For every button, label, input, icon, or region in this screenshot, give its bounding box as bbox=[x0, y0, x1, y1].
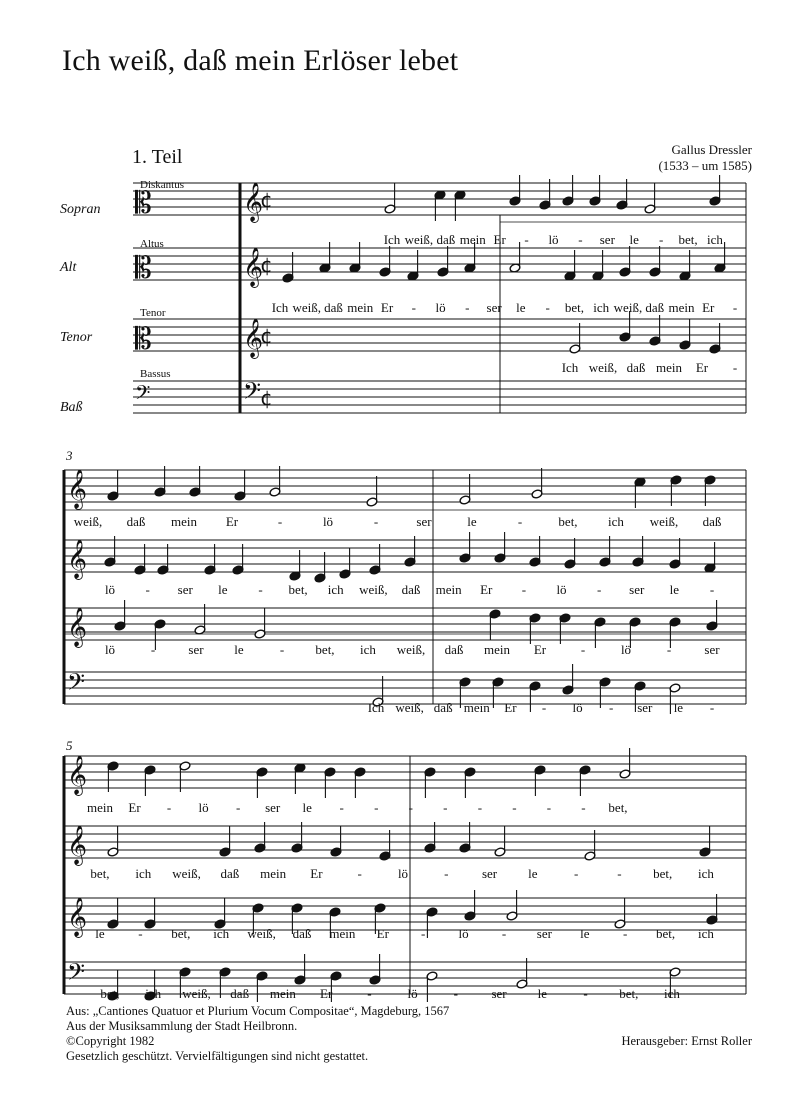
copyright: ©Copyright 1982 bbox=[66, 1034, 155, 1048]
alt-lyric-syllable: weiß, bbox=[172, 866, 201, 881]
alt-lyric-syllable: weiß, bbox=[359, 582, 388, 597]
sopran-lyric-syllable: Er bbox=[128, 800, 141, 815]
sopran-lyric-syllable: - bbox=[477, 800, 483, 815]
treble-clef-icon: 𝄞 bbox=[243, 182, 264, 222]
tenor-lyric-syllable: - bbox=[623, 926, 628, 941]
part-heading: 1. Teil bbox=[132, 146, 183, 168]
incipit-bass-clef-icon: 𝄢 bbox=[135, 381, 151, 409]
sopran-lyric-syllable: - bbox=[166, 800, 172, 815]
tenor-lyric-syllable: bet, bbox=[656, 926, 676, 941]
sopran-lyric-syllable: - bbox=[443, 800, 448, 815]
voice-label-alt: Alt bbox=[60, 260, 77, 275]
tenor-lyric-syllable: Er bbox=[376, 926, 389, 941]
sopran-lyric-syllable: Er bbox=[225, 514, 239, 529]
sopran-lyric-syllable: ser bbox=[265, 800, 281, 815]
sopran-lyric-syllable: ich bbox=[707, 232, 723, 247]
tenor-lyric-syllable: - bbox=[580, 642, 586, 657]
sopran-lyric-syllable: - bbox=[512, 800, 517, 815]
alt-lyric-syllable: Er bbox=[380, 300, 394, 315]
tenor-lyric-syllable: le bbox=[580, 926, 590, 941]
tenor-lyric-syllable: lö bbox=[458, 926, 469, 941]
sopran-lyric-syllable: - bbox=[374, 800, 379, 815]
sopran-lyric-syllable: - bbox=[546, 800, 552, 815]
alt-lyric-syllable: - bbox=[617, 866, 622, 881]
c-clef-icon: 𝄡 bbox=[135, 322, 152, 357]
composer-name: Gallus Dressler bbox=[671, 142, 752, 157]
sopran-lyric-syllable: - bbox=[578, 232, 583, 247]
sopran-lyric-syllable: le bbox=[629, 232, 639, 247]
treble-clef-icon: 𝄞 bbox=[243, 318, 264, 358]
sopran-lyric-syllable: weiß, bbox=[404, 232, 434, 247]
alt-lyric-syllable: - bbox=[521, 582, 527, 597]
bass-lyric-syllable: Er bbox=[320, 986, 333, 1001]
bass-lyric-syllable: - bbox=[583, 986, 588, 1001]
tenor-lyric-syllable: daß bbox=[292, 926, 312, 941]
original-voice-diskantus: Diskantus bbox=[140, 179, 184, 191]
original-voice-tenor: Tenor bbox=[140, 307, 166, 319]
bass-lyric-syllable: bet, bbox=[100, 986, 120, 1001]
alt-lyric-syllable: ser bbox=[629, 582, 645, 597]
tenor-lyric-syllable: - bbox=[666, 642, 672, 657]
sopran-lyric-syllable: lö bbox=[198, 800, 209, 815]
alt-lyric-syllable: ser bbox=[481, 866, 498, 881]
tenor-lyric-syllable: le bbox=[234, 642, 244, 657]
alt-lyric-syllable: - bbox=[732, 300, 738, 315]
treble-clef-icon: 𝄞 bbox=[67, 755, 88, 795]
voice-label-tenor: Tenor bbox=[60, 330, 93, 345]
alt-lyric-syllable: weiß, bbox=[292, 300, 322, 315]
tenor-lyric-syllable: weiß, bbox=[247, 926, 276, 941]
sopran-lyric-syllable: bet, bbox=[608, 800, 628, 815]
alt-lyric-syllable: Er bbox=[310, 866, 323, 881]
alt-lyric-syllable: ich bbox=[698, 866, 714, 881]
sopran-lyric-syllable: mein bbox=[459, 232, 486, 247]
tenor-lyric-syllable: ich bbox=[698, 926, 714, 941]
sopran-lyric-syllable: - bbox=[235, 800, 241, 815]
tenor-lyric-syllable: lö bbox=[104, 642, 116, 657]
tenor-lyric-syllable: Er bbox=[695, 360, 709, 375]
alt-lyric-syllable: - bbox=[145, 582, 150, 597]
alt-lyric-syllable: ich bbox=[593, 300, 610, 315]
tenor-lyric-syllable: daß bbox=[444, 642, 464, 657]
alt-lyric-syllable: daß bbox=[220, 866, 240, 881]
tenor-lyric-syllable: mein bbox=[329, 926, 356, 941]
alt-lyric-syllable: lö bbox=[435, 300, 446, 315]
composer-dates: (1533 – um 1585) bbox=[658, 158, 752, 173]
sopran-lyric-syllable: daß bbox=[126, 514, 146, 529]
tenor-lyric-syllable: - bbox=[150, 642, 156, 657]
sopran-lyric-syllable: daß bbox=[702, 514, 722, 529]
tenor-lyric-syllable: weiß, bbox=[396, 642, 426, 657]
sopran-lyric-syllable: - bbox=[408, 800, 413, 815]
alt-lyric-syllable: weiß, bbox=[613, 300, 643, 315]
tenor-lyric-syllable: mein bbox=[656, 360, 682, 375]
bass-lyric-syllable: weiß, bbox=[182, 986, 211, 1001]
sopran-lyric-syllable: - bbox=[524, 232, 529, 247]
rights-notice: Gesetzlich geschützt. Vervielfältigungen sind nicht gestattet. bbox=[66, 1049, 369, 1063]
alt-lyric-syllable: lö bbox=[104, 582, 116, 597]
bass-lyric-syllable: - bbox=[709, 700, 715, 715]
alt-lyric-syllable: le bbox=[218, 582, 228, 597]
tenor-lyric-syllable: Er bbox=[533, 642, 547, 657]
voice-label-bass: Baß bbox=[60, 400, 83, 415]
alt-lyric-syllable: lö bbox=[556, 582, 567, 597]
bass-lyric-syllable: - bbox=[541, 700, 547, 715]
cut-time-icon: ¢ bbox=[260, 188, 273, 212]
c-clef-icon: 𝄡 bbox=[135, 186, 152, 221]
bass-lyric-syllable: Ich bbox=[367, 700, 385, 715]
bass-lyric-syllable: daß bbox=[433, 700, 453, 715]
page-title: Ich weiß, daß mein Erlöser lebet bbox=[62, 44, 459, 77]
sopran-lyric-syllable: le bbox=[467, 514, 477, 529]
alt-lyric-syllable: daß bbox=[645, 300, 665, 315]
alt-lyric-syllable: Er bbox=[702, 300, 715, 315]
sopran-lyric-syllable: - bbox=[517, 514, 523, 529]
alt-lyric-syllable: - bbox=[258, 582, 263, 597]
source-line-1: Aus: „Cantiones Quatuor et Plurium Vocum Compositae“, Magdeburg, 1567 bbox=[66, 1004, 450, 1018]
sopran-lyric-syllable: weiß, bbox=[73, 514, 103, 529]
sopran-lyric-syllable: le bbox=[302, 800, 312, 815]
tenor-lyric-syllable: bet, bbox=[315, 642, 335, 657]
tenor-lyric-syllable: Ich bbox=[561, 360, 579, 375]
alt-lyric-syllable: mein bbox=[347, 300, 374, 315]
bass-lyric-syllable: le bbox=[537, 986, 547, 1001]
bass-lyric-syllable: lö bbox=[407, 986, 418, 1001]
alt-lyric-syllable: - bbox=[444, 866, 449, 881]
sopran-lyric-syllable: - bbox=[581, 800, 586, 815]
bass-clef-icon: 𝄢 bbox=[243, 377, 262, 410]
bass-lyric-syllable: - bbox=[453, 986, 459, 1001]
alt-lyric-syllable: daß bbox=[324, 300, 343, 315]
alt-lyric-syllable: Ich bbox=[271, 300, 289, 315]
c-clef-icon: 𝄡 bbox=[135, 251, 152, 286]
alt-lyric-syllable: - bbox=[709, 582, 715, 597]
sopran-lyric-syllable: lö bbox=[548, 232, 559, 247]
tenor-lyric-syllable: ser bbox=[704, 642, 720, 657]
bass-lyric-syllable: ser bbox=[491, 986, 507, 1001]
sopran-lyric-syllable: daß bbox=[436, 232, 456, 247]
alt-lyric-syllable: bet, bbox=[564, 300, 584, 315]
tenor-lyric-syllable: lö bbox=[620, 642, 632, 657]
alt-lyric-syllable: mein bbox=[435, 582, 462, 597]
bass-lyric-syllable: - bbox=[367, 986, 372, 1001]
sopran-lyric-syllable: lö bbox=[322, 514, 334, 529]
sopran-lyric-syllable: mein bbox=[171, 514, 197, 529]
tenor-lyric-syllable: mein bbox=[484, 642, 510, 657]
measure-number-5: 5 bbox=[66, 738, 73, 753]
tenor-lyric-syllable: - bbox=[138, 926, 143, 941]
alt-lyric-syllable: daß bbox=[401, 582, 421, 597]
bass-lyric-syllable: ich bbox=[145, 986, 162, 1001]
alt-lyric-syllable: ser bbox=[177, 582, 193, 597]
cut-time-icon: ¢ bbox=[260, 386, 273, 410]
bass-lyric-syllable: weiß, bbox=[395, 700, 424, 715]
source-line-2: Aus der Musiksammlung der Stadt Heilbronn. bbox=[66, 1019, 298, 1033]
measure-number-3: 3 bbox=[66, 448, 73, 463]
sopran-lyric-syllable: Er bbox=[493, 232, 506, 247]
sopran-lyric-syllable: ser bbox=[599, 232, 615, 247]
bass-lyric-syllable: - bbox=[609, 700, 614, 715]
cut-time-icon: ¢ bbox=[260, 324, 273, 348]
tenor-lyric-syllable: ich bbox=[360, 642, 376, 657]
treble-clef-icon: 𝄞 bbox=[67, 897, 88, 937]
alt-lyric-syllable: bet, bbox=[288, 582, 308, 597]
sopran-lyric-syllable: mein bbox=[87, 800, 113, 815]
alt-lyric-syllable: le bbox=[516, 300, 526, 315]
alt-lyric-syllable: - bbox=[411, 300, 416, 315]
tenor-lyric-syllable: weiß, bbox=[588, 360, 618, 375]
sopran-lyric-syllable: weiß, bbox=[649, 514, 679, 529]
tenor-lyric-syllable: - bbox=[501, 926, 507, 941]
cut-time-icon: ¢ bbox=[260, 253, 273, 277]
treble-clef-icon: 𝄞 bbox=[67, 607, 88, 647]
alt-lyric-syllable: ich bbox=[327, 582, 344, 597]
editor-credit: Herausgeber: Ernst Roller bbox=[621, 1034, 752, 1048]
alt-lyric-syllable: - bbox=[545, 300, 550, 315]
tenor-lyric-syllable: daß bbox=[626, 360, 646, 375]
treble-clef-icon: 𝄞 bbox=[243, 247, 264, 287]
original-voice-bassus: Bassus bbox=[140, 368, 171, 380]
tenor-lyric-syllable: ser bbox=[188, 642, 204, 657]
bass-lyric-syllable: lö bbox=[572, 700, 583, 715]
tenor-lyric-syllable: - bbox=[421, 926, 426, 941]
sopran-lyric-syllable: bet, bbox=[558, 514, 578, 529]
bass-lyric-syllable: mein bbox=[269, 986, 296, 1001]
alt-lyric-syllable: ich bbox=[135, 866, 152, 881]
alt-lyric-syllable: mein bbox=[260, 866, 287, 881]
tenor-lyric-syllable: ser bbox=[536, 926, 552, 941]
treble-clef-icon: 𝄞 bbox=[67, 825, 88, 865]
voice-label-sopran: Sopran bbox=[60, 202, 101, 217]
sopran-lyric-syllable: - bbox=[277, 514, 283, 529]
tenor-lyric-syllable: ich bbox=[213, 926, 230, 941]
alt-lyric-syllable: bet, bbox=[653, 866, 673, 881]
alt-lyric-syllable: - bbox=[596, 582, 602, 597]
treble-clef-icon: 𝄞 bbox=[67, 469, 88, 509]
alt-lyric-syllable: le bbox=[528, 866, 538, 881]
alt-lyric-syllable: mein bbox=[668, 300, 695, 315]
bass-clef-icon: 𝄢 bbox=[67, 958, 86, 991]
alt-lyric-syllable: le bbox=[669, 582, 680, 597]
alt-lyric-syllable: Er bbox=[480, 582, 493, 597]
sopran-lyric-syllable: - bbox=[373, 514, 379, 529]
alt-lyric-syllable: - bbox=[357, 866, 362, 881]
bass-lyric-syllable: ser bbox=[637, 700, 653, 715]
tenor-lyric-syllable: - bbox=[732, 360, 738, 375]
bass-lyric-syllable: mein bbox=[463, 700, 490, 715]
sopran-lyric-syllable: Ich bbox=[383, 232, 401, 247]
tenor-lyric-syllable: bet, bbox=[171, 926, 191, 941]
alt-lyric-syllable: - bbox=[465, 300, 470, 315]
tenor-lyric-syllable: - bbox=[279, 642, 285, 657]
original-voice-altus: Altus bbox=[140, 238, 164, 250]
bass-lyric-syllable: le bbox=[673, 700, 684, 715]
bass-lyric-syllable: daß bbox=[230, 986, 250, 1001]
bass-clef-icon: 𝄢 bbox=[67, 668, 86, 701]
alt-lyric-syllable: - bbox=[573, 866, 579, 881]
sopran-lyric-syllable: bet, bbox=[678, 232, 698, 247]
sopran-lyric-syllable: ser bbox=[416, 514, 432, 529]
sopran-lyric-syllable: - bbox=[339, 800, 344, 815]
alt-lyric-syllable: bet, bbox=[90, 866, 110, 881]
bass-lyric-syllable: bet, bbox=[619, 986, 639, 1001]
bass-lyric-syllable: ich bbox=[664, 986, 680, 1001]
treble-clef-icon: 𝄞 bbox=[67, 539, 88, 579]
sopran-lyric-syllable: - bbox=[658, 232, 664, 247]
alt-lyric-syllable: lö bbox=[397, 866, 409, 881]
alt-lyric-syllable: ser bbox=[486, 300, 502, 315]
bass-lyric-syllable: Er bbox=[504, 700, 517, 715]
sopran-lyric-syllable: ich bbox=[608, 514, 624, 529]
tenor-lyric-syllable: le bbox=[95, 926, 105, 941]
footer-source bbox=[66, 1004, 449, 1064]
